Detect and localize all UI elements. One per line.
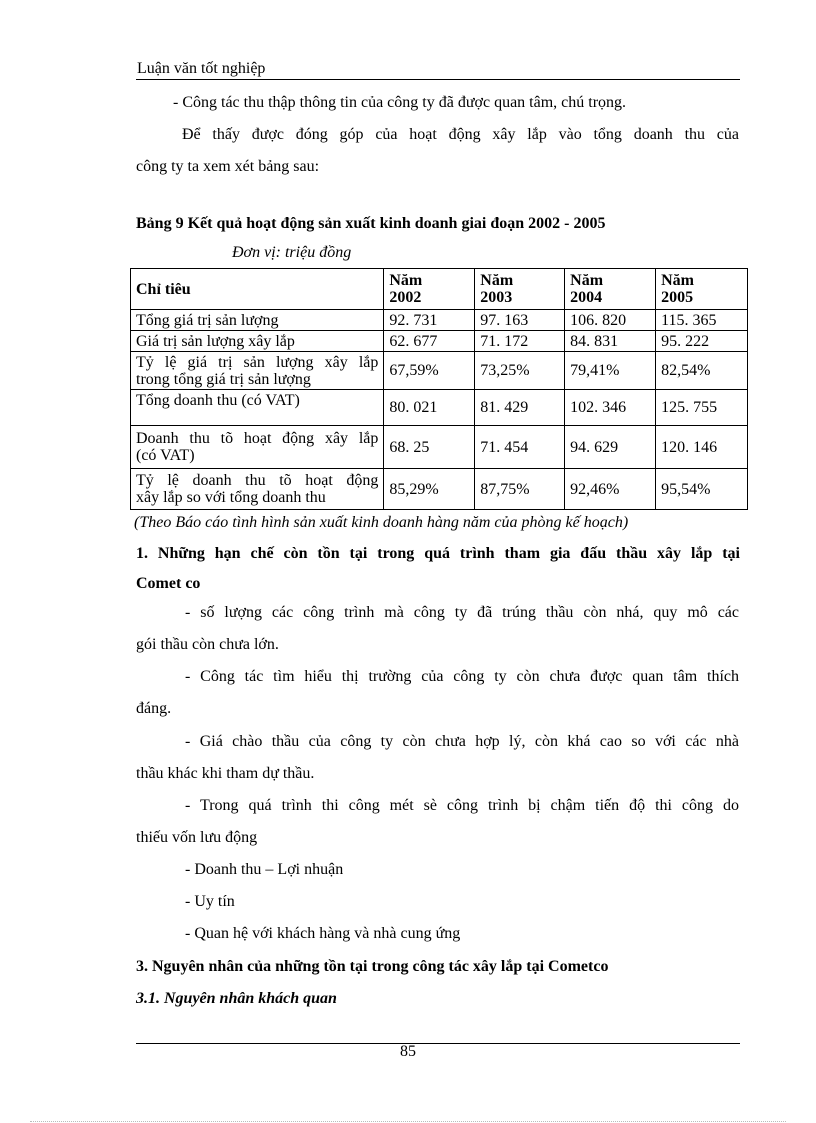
section3-sub-heading: 3.1. Nguyên nhân khách quan <box>136 990 337 1007</box>
cell-value: 80. 021 <box>384 390 475 426</box>
cell-value: 115. 365 <box>656 310 748 331</box>
cell-value: 71. 454 <box>475 426 565 469</box>
cell-value: 95. 222 <box>656 331 748 352</box>
cell-value: 67,59% <box>384 352 475 390</box>
table-caption: Bảng 9 Kết quả hoạt động sản xuất kinh doanh giai đoạn 2002 - 2005 <box>136 215 606 232</box>
section1-p2-line1: - Công tác tìm hiểu thị trường của công ty còn chưa được quan tâm thích <box>185 668 739 685</box>
header-cell-year: Năm 2004 <box>565 269 656 310</box>
table-header-row <box>131 269 748 310</box>
table-row <box>131 331 748 352</box>
cell-value: 97. 163 <box>475 310 565 331</box>
cell-value: 106. 820 <box>565 310 656 331</box>
cell-value: 94. 629 <box>565 426 656 469</box>
table-row <box>131 426 748 469</box>
section1-item: - Uy tín <box>185 893 235 910</box>
table-row <box>131 469 748 510</box>
header-cell-label: Chỉ tiêu <box>131 269 384 310</box>
section1-p1-line1: - số lượng các công trình mà công ty đã trúng thầu còn nhá, quy mô các <box>185 604 739 621</box>
intro-bullet: - Công tác thu thập thông tin của công ty đã được quan tâm, chú trọng. <box>173 94 627 111</box>
section1-heading-line2: Comet co <box>136 575 201 592</box>
header-cell-year: Năm 2005 <box>656 269 748 310</box>
table-row <box>131 390 748 426</box>
table-unit: Đơn vị: triệu đồng <box>232 244 352 261</box>
row-label: Tỷ lệ doanh thu tõ hoạt động xây lắp so với tổng doanh thu <box>131 469 384 510</box>
cell-value: 68. 25 <box>384 426 475 469</box>
section1-heading-line1: 1. Những hạn chế còn tồn tại trong quá trình tham gia đấu thầu xây lắp tại <box>136 545 740 562</box>
results-table <box>130 268 748 510</box>
cell-value: 125. 755 <box>656 390 748 426</box>
cell-value: 73,25% <box>475 352 565 390</box>
cell-value: 92. 731 <box>384 310 475 331</box>
section1-p2-line2: đáng. <box>136 700 172 717</box>
cell-value: 81. 429 <box>475 390 565 426</box>
header-rule <box>136 79 740 80</box>
table-source-note: (Theo Báo cáo tình hình sản xuất kinh doanh hàng năm của phòng kế hoạch) <box>134 514 629 531</box>
intro-paragraph-line2: công ty ta xem xét bảng sau: <box>136 158 320 175</box>
row-label: Giá trị sản lượng xây lắp <box>131 331 384 352</box>
section3-heading: 3. Nguyên nhân của những tồn tại trong công tác xây lắp tại Cometco <box>136 958 609 975</box>
cell-value: 71. 172 <box>475 331 565 352</box>
table-row <box>131 310 748 331</box>
section1-item: - Quan hệ với khách hàng và nhà cung ứng <box>185 925 461 942</box>
cell-value: 85,29% <box>384 469 475 510</box>
cell-value: 102. 346 <box>565 390 656 426</box>
cell-value: 82,54% <box>656 352 748 390</box>
cell-value: 62. 677 <box>384 331 475 352</box>
row-label: Tỷ lệ giá trị sản lượng xây lắp trong tổng giá trị sản lượng <box>131 352 384 390</box>
row-label: Doanh thu tõ hoạt động xây lắp (có VAT) <box>131 426 384 469</box>
cell-value: 92,46% <box>565 469 656 510</box>
section1-p4-line1: - Trong quá trình thi công mét sè công trình bị chậm tiến độ thi công do <box>185 797 739 814</box>
section1-p4-line2: thiếu vốn lưu động <box>136 829 258 846</box>
cell-value: 84. 831 <box>565 331 656 352</box>
section1-p1-line2: gói thầu còn chưa lớn. <box>136 636 279 653</box>
page-number: 85 <box>400 1043 416 1060</box>
cell-value: 120. 146 <box>656 426 748 469</box>
row-label: Tổng giá trị sản lượng <box>131 310 384 331</box>
cell-value: 87,75% <box>475 469 565 510</box>
intro-paragraph-line1: Để thấy được đóng góp của hoạt động xây lắp vào tổng doanh thu của <box>182 126 739 143</box>
cell-value: 79,41% <box>565 352 656 390</box>
cell-value: 95,54% <box>656 469 748 510</box>
section1-p3-line2: thầu khác khi tham dự thầu. <box>136 765 315 782</box>
header-cell-year: Năm 2003 <box>475 269 565 310</box>
section1-p3-line1: - Giá chào thầu của công ty còn chưa hợp lý, còn khá cao so với các nhà <box>185 733 739 750</box>
page-bottom-edge <box>30 1121 786 1122</box>
table-row <box>131 352 748 390</box>
section1-item: - Doanh thu – Lợi nhuận <box>185 861 344 878</box>
row-label: Tổng doanh thu (có VAT) <box>131 390 384 426</box>
running-header: Luận văn tốt nghiệp <box>137 60 266 77</box>
header-cell-year: Năm 2002 <box>384 269 475 310</box>
